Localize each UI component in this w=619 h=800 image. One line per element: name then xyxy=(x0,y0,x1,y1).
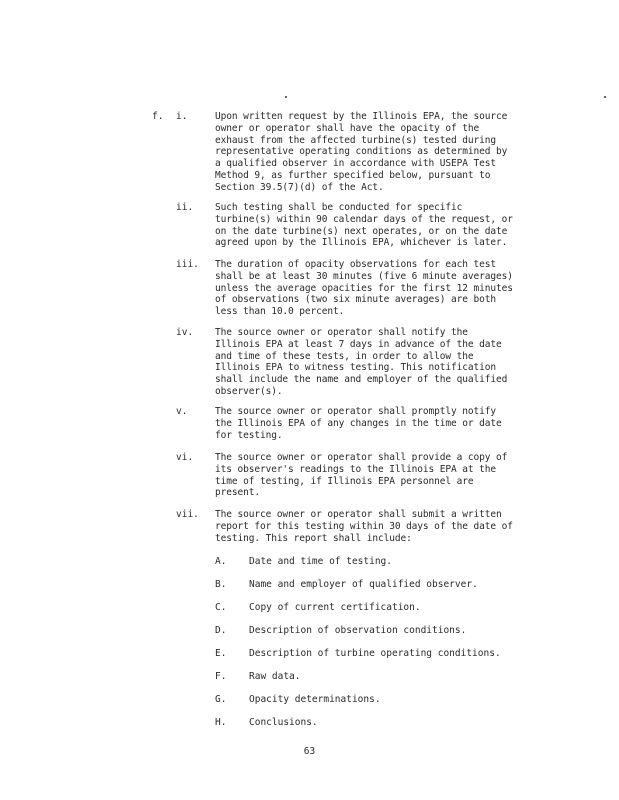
scan-artifact-dot xyxy=(285,96,287,98)
subitem-text: Conclusions. xyxy=(249,717,318,728)
subitem-letter: F. xyxy=(215,671,227,682)
item-number: vi. xyxy=(176,452,194,463)
page-number: 63 xyxy=(303,746,316,757)
item-number: iv. xyxy=(176,327,194,338)
item-text: The source owner or operator shall notify the Illinois EPA at least 7 days in advance of the date and time of these tests, in order to allow the Illinois EPA to witness testing. This notification shall include the name and employer of the qualified observer(s). xyxy=(215,327,508,397)
subitem-text: Date and time of testing. xyxy=(249,556,392,567)
item-text: The source owner or operator shall submit a written report for this testing within 30 days of the date of testing. This report shall include: xyxy=(215,509,513,544)
subitem-letter: H. xyxy=(215,717,227,728)
item-number: ii. xyxy=(176,202,194,213)
subitem-letter: A. xyxy=(215,556,227,567)
subitem-text: Opacity determinations. xyxy=(249,694,381,705)
subitem-text: Description of turbine operating conditions. xyxy=(249,648,501,659)
item-number: i. xyxy=(176,111,188,122)
scan-artifact-dot xyxy=(604,96,606,98)
subitem-letter: G. xyxy=(215,694,227,705)
subitem-text: Name and employer of qualified observer. xyxy=(249,579,478,590)
subitem-text: Raw data. xyxy=(249,671,301,682)
item-text: The duration of opacity observations for each test shall be at least 30 minutes (five 6 minute averages) unless the average opacities for the first 12 minutes of observations (two six minute averages) are both less than 10.0 percent. xyxy=(215,259,513,318)
subitem-letter: C. xyxy=(215,602,227,613)
subitem-letter: B. xyxy=(215,579,227,590)
item-text: The source owner or operator shall provide a copy of its observer's readings to the Illinois EPA at the time of testing, if Illinois EPA personnel are present. xyxy=(215,452,508,499)
item-text: The source owner or operator shall promptly notify the Illinois EPA of any changes in the time or date for testing. xyxy=(215,406,502,441)
subitem-text: Description of observation conditions. xyxy=(249,625,467,636)
item-number: vii. xyxy=(176,509,199,520)
item-number: iii. xyxy=(176,259,199,270)
section-label: f. xyxy=(152,111,164,122)
subitem-letter: D. xyxy=(215,625,227,636)
item-text: Upon written request by the Illinois EPA, the source owner or operator shall have the opacity of the exhaust from the affected turbine(s) tested during representative operating conditions as determined by a qualified observer in accordance with USEPA Test Method 9, as further specified below, pursuant to Section 39.5(7)(d) of the Act. xyxy=(215,111,508,193)
subitem-letter: E. xyxy=(215,648,227,659)
item-number: v. xyxy=(176,406,188,417)
subitem-text: Copy of current certification. xyxy=(249,602,421,613)
item-text: Such testing shall be conducted for specific turbine(s) within 90 calendar days of the request, or on the date turbine(s) next operates, or on the date agreed upon by the Illinois EPA, whichever is later. xyxy=(215,202,513,249)
